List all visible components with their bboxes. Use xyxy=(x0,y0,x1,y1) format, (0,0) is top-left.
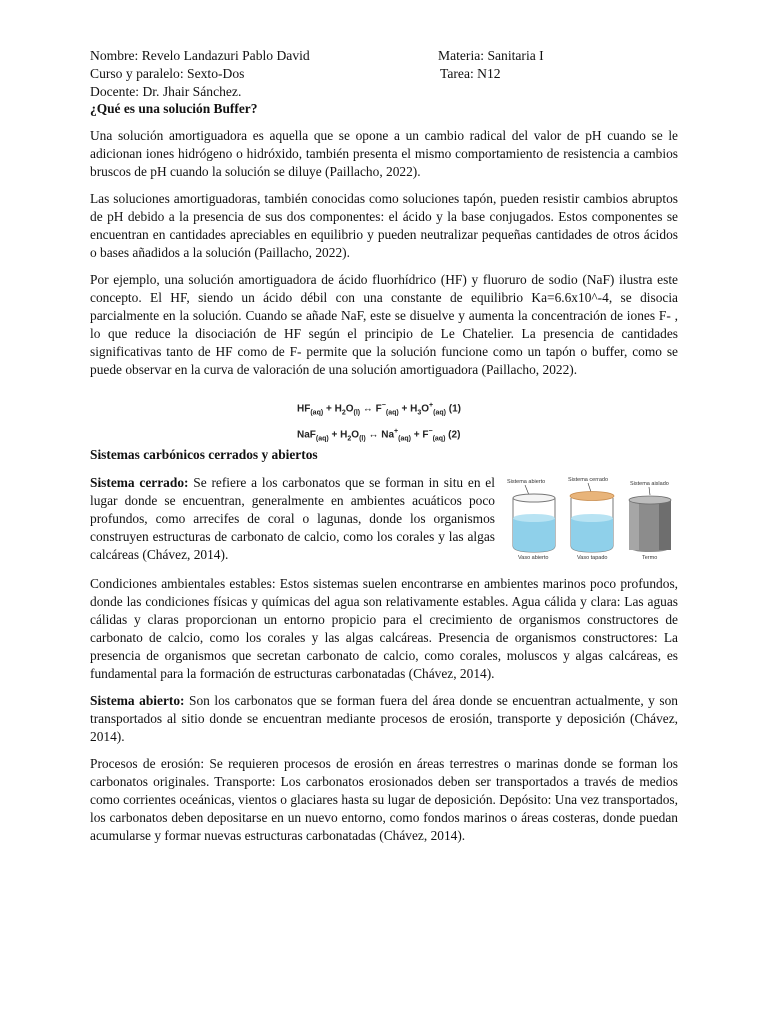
label-sistema-cerrado: Sistema cerrado xyxy=(568,477,609,483)
paragraph-sistema-abierto: Sistema abierto: Son los carbonatos que se forman fuera del área donde se encuentran actualmente, y son transportados al sitio donde se encuentran mediante procesos de erosión, transporte y deposición (Chávez, 2014). xyxy=(90,693,678,744)
systems-illustration xyxy=(503,470,679,560)
equation-2: $NaF_{(aq)} + H_2O_{(l)}$ ↔ $Na^+_{(aq)} + F^-_{(aq)}$ (2) xyxy=(297,428,461,443)
paragraph-condiciones: Condiciones ambientales estables: Estos sistemas suelen encontrarse en ambientes marinos poco profundos, donde las condiciones físicas y químicas del agua son relativamente estables. Agua cálida y clara: Las aguas cálidas y claras proporcionan un entorno propicio para el crecimiento de organismos constructores de carbonato de calcio, como los corales y las algas calcáreas. Presencia de organismos constructores: La presencia de organismos que secretan carbonato de calcio, como corales, moluscos y algas calcáreas, es fundamental para la formación de estructuras carbonatadas (Chávez, 2014). xyxy=(90,576,678,681)
label-vaso-tapado: Vaso tapado xyxy=(577,555,608,560)
open-beaker-icon xyxy=(513,494,555,552)
course: Curso y paralelo: Sexto-Dos xyxy=(90,66,245,81)
student-name: Nombre: Revelo Landazuri Pablo David xyxy=(90,48,310,63)
paragraph-3: Por ejemplo, una solución amortiguadora de ácido fluorhídrico (HF) y fluoruro de sodio (NaF) ilustra este concepto. El HF, siendo un ácido débil con una constante de equilibrio Ka=6.6x10^-4, se disocia parcialmente en la solución. Cuando se añade NaF, este se disuelve y aumenta la concentración de iones F- , lo que reduce la disociación de HF según el principio de Le Chatelier. La presencia de cantidades significativas tanto de HF como de F- permite que la solución funcione como un tapón o buffer, como se puede observar en la curva de valoración de una solución amortiguadora (Paillacho, 2022). xyxy=(90,272,678,377)
label-termo: Termo xyxy=(642,555,658,560)
page-title: ¿Qué es una solución Buffer? xyxy=(90,101,258,116)
label-sistema-aislado: Sistema aislado xyxy=(630,481,669,487)
term-sistema-abierto: Sistema abierto: xyxy=(90,693,185,708)
equation-1: $HF_{(aq)} + H_2O_{(l)}$ ↔ $F^-_{(aq)} + H_3O^+_{(aq)}$ (1) xyxy=(297,402,461,417)
teacher: Docente: Dr. Jhair Sánchez. xyxy=(90,84,242,99)
term-sistema-cerrado: Sistema cerrado: xyxy=(90,475,189,490)
closed-beaker-icon xyxy=(570,492,614,553)
paragraph-sistema-cerrado: Sistema cerrado: Se refiere a los carbonatos que se forman in situ en el lugar donde se encuentran, generalmente en ambientes acuáticos poco profundos, como arrecifes de coral o lagunas, donde los organismos construyen estructuras de carbonato de calcio, como los corales y las algas calcáreas (Chávez, 2014). xyxy=(90,475,495,562)
label-vaso-abierto: Vaso abierto xyxy=(518,555,549,560)
label-sistema-abierto: Sistema abierto xyxy=(507,479,546,485)
subject: Materia: Sanitaria I xyxy=(438,48,544,63)
thermos-icon xyxy=(629,496,671,552)
assignment: Tarea: N12 xyxy=(440,66,501,81)
section-heading: Sistemas carbónicos cerrados y abiertos xyxy=(90,447,318,462)
paragraph-procesos: Procesos de erosión: Se requieren procesos de erosión en áreas terrestres o marinas donde se forman los carbonatos originales. Transporte: Los carbonatos erosionados deben ser transportados a través de medios como corrientes oceánicas, vientos o glaciares hasta su lugar de deposición. Depósito: Una vez transportados, los carbonatos deben depositarse en un nuevo entorno, como fondos marinos o áreas costeras, donde puedan acumularse y formar nuevas estructuras carbonatadas (Chávez, 2014). xyxy=(90,756,678,843)
paragraph-1: Una solución amortiguadora es aquella que se opone a un cambio radical del valor de pH cuando se le adicionan iones hidrógeno o hidróxido, también presenta el mismo comportamiento de resistencia a cambios bruscos de pH cuando la solución se diluye (Paillacho, 2022). xyxy=(90,128,678,179)
paragraph-2: Las soluciones amortiguadoras, también conocidas como soluciones tapón, pueden resistir cambios abruptos de pH debido a la presencia de sus dos componentes: el ácido y la base conjugados. Estos componentes se encuentran en cantidades apreciables en equilibrio y pueden neutralizar pequeñas cantidades de otros ácidos o bases añadidos a la solución (Paillacho, 2022). xyxy=(90,191,678,260)
